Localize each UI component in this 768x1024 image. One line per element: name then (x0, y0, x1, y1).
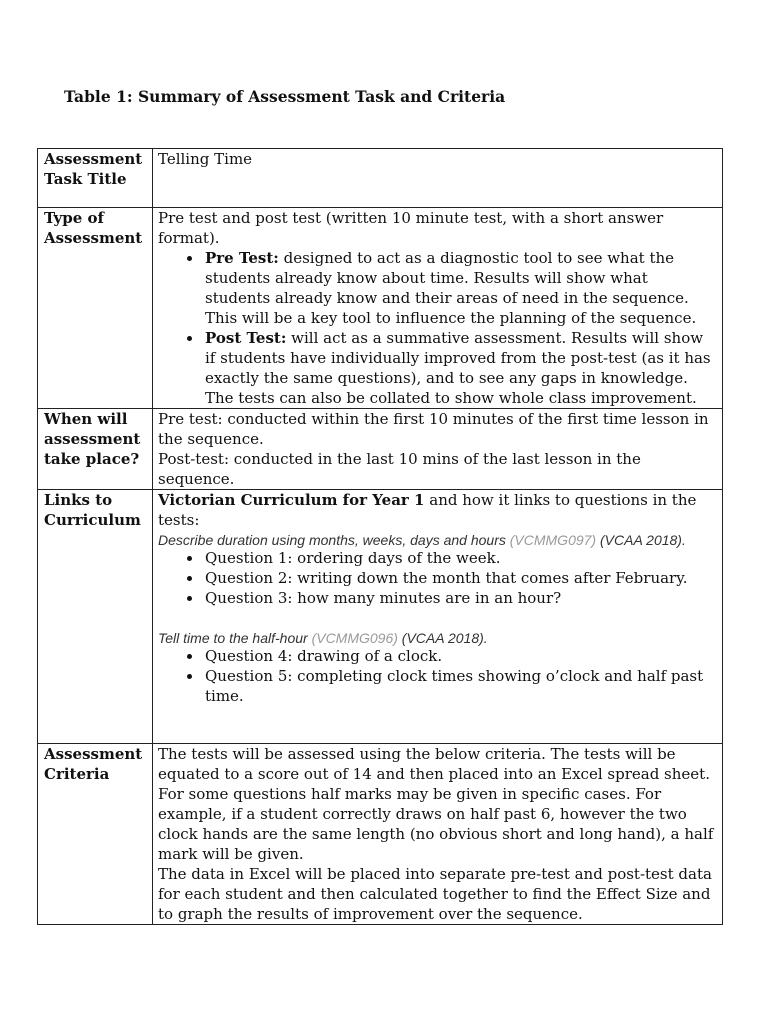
list-item-question-3: • Question 3: how many minutes are in an hour? (203, 588, 717, 608)
when-post-test: Post-test: conducted in the last 10 mins of the last lesson in the sequence. (158, 450, 641, 488)
table-row-task-title (38, 149, 723, 208)
row-value-when (153, 409, 723, 490)
table-row-criteria (38, 744, 723, 925)
list-item-post-test (203, 328, 717, 408)
row-value-curriculum-links (153, 490, 723, 744)
descriptor-half-hour-ref: (VCAA 2018). (397, 630, 488, 646)
criteria-paragraph-1: The tests will be assessed using the below criteria. The tests will be equated to a score out of 14 and then placed into an Excel spread sheet. For some questions half marks may be given in specific cases. For example, if a student correctly draws on half past 6, however the two clock hands are the same length (no obvious short and long hand), a half mark will be given. (158, 745, 714, 863)
questions-list-half-hour (158, 646, 717, 706)
list-item-question-2: • Question 2: writing down the month that comes after February. (203, 568, 717, 588)
row-label-when: When will assessment take place? (38, 409, 153, 490)
table-row-assessment-type (38, 208, 723, 409)
table-caption: Table 1: Summary of Assessment Task and Criteria (64, 87, 506, 106)
assessment-type-intro: Pre test and post test (written 10 minute test, with a short answer format). (158, 209, 664, 247)
row-label-curriculum-links: Links to Curriculum (38, 490, 153, 744)
when-pre-test: Pre test: conducted within the first 10 minutes of the first time lesson in the sequence. (158, 410, 709, 448)
assessment-summary-table (37, 148, 723, 925)
curriculum-descriptor-half-hour (158, 630, 717, 646)
row-label-criteria: Assessment Criteria (38, 744, 153, 925)
list-item-pre-test (203, 248, 717, 328)
questions-list-duration (158, 548, 717, 608)
spacer (158, 608, 717, 628)
row-value-assessment-type (153, 208, 723, 409)
row-value-task-title: Telling Time (153, 149, 723, 208)
criteria-paragraph-2: The data in Excel will be placed into separate pre-test and post-test data for each student and then calculated together to find the Effect Size and to graph the results of improvement over the sequence. (158, 865, 712, 923)
descriptor-duration-ref: (VCAA 2018). (596, 532, 686, 548)
descriptor-half-hour-code: (VCMMG096) (311, 630, 398, 646)
row-label-task-title: Assessment Task Title (38, 149, 153, 208)
list-item-question-1: • Question 1: ordering days of the week. (203, 548, 717, 568)
descriptor-duration-text: Describe duration using months, weeks, days and hours (158, 532, 510, 548)
curriculum-heading-bold: Victorian Curriculum for Year 1 (158, 491, 425, 509)
post-test-text: will act as a summative assessment. Results will show if students have individually improved from the post-test (as it has exactly the same questions), and to see any gaps in knowledge. The tests can also be collated to show whole class improvement. (205, 329, 711, 407)
row-value-criteria (153, 744, 723, 925)
assessment-type-list (158, 248, 717, 408)
list-item-question-5: • Question 5: completing clock times showing o’clock and half past time. (203, 666, 717, 706)
post-test-term: Post Test: (205, 329, 287, 347)
curriculum-heading-rest: and how it links to questions in the tests: (158, 491, 697, 529)
list-item-question-4: • Question 4: drawing of a clock. (203, 646, 717, 666)
curriculum-descriptor-duration (158, 532, 717, 548)
pre-test-text: designed to act as a diagnostic tool to see what the students already know about time. Results will show what students already know and their areas of need in the sequence. This will be a key tool to influence the planning of the sequence. (205, 249, 697, 327)
curriculum-heading (158, 490, 717, 530)
pre-test-term: Pre Test: (205, 249, 279, 267)
row-label-assessment-type: Type of Assessment (38, 208, 153, 409)
descriptor-half-hour-text: Tell time to the half-hour (158, 630, 312, 646)
descriptor-duration-code: (VCMMG097) (509, 532, 597, 548)
table-row-when (38, 409, 723, 490)
table-row-curriculum-links (38, 490, 723, 744)
